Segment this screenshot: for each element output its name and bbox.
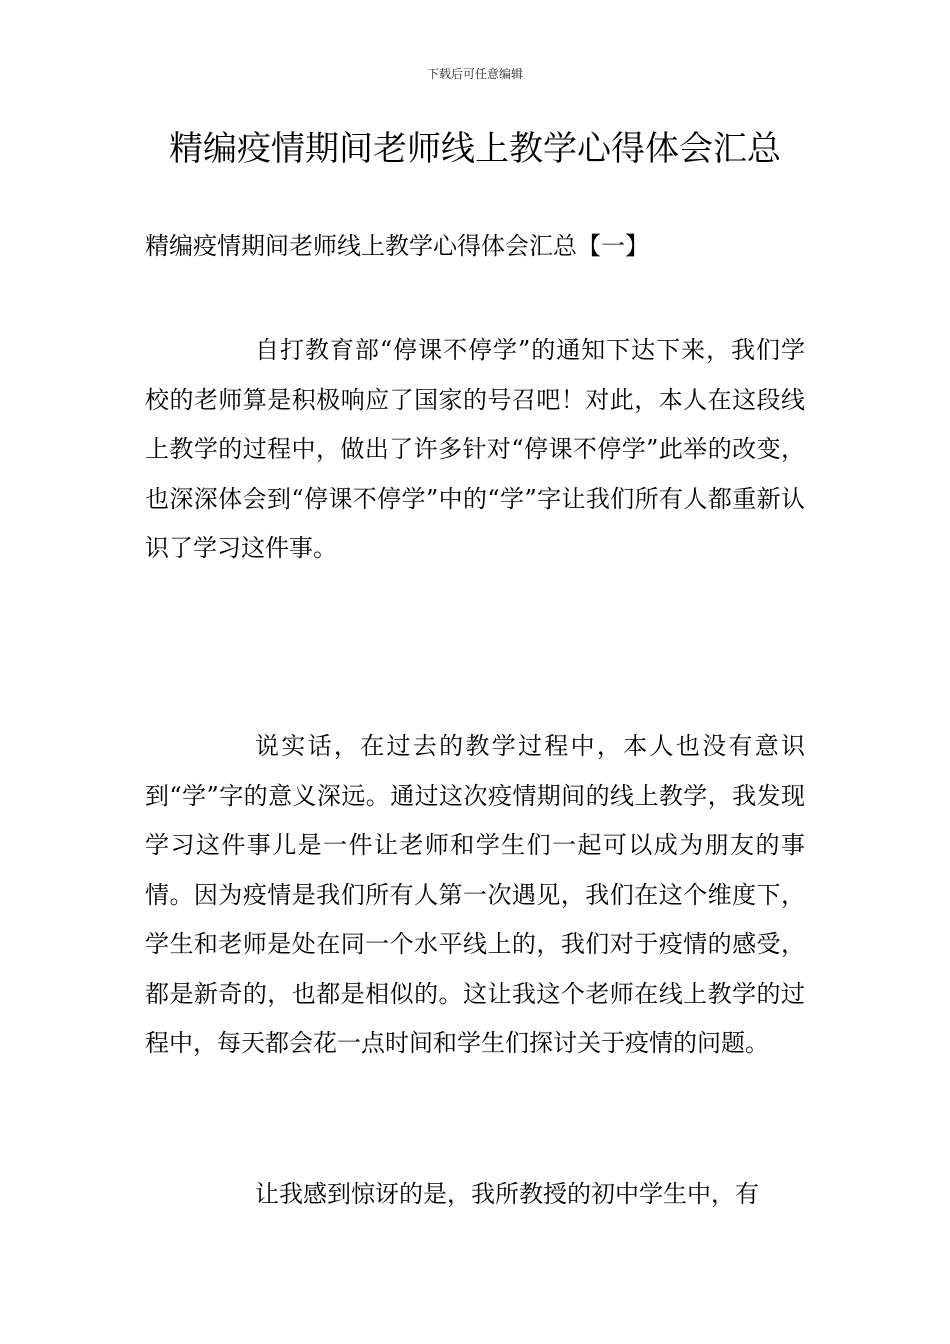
body-paragraph-2: 说实话，在过去的教学过程中，本人也没有意识到“学”字的意义深远。通过这次疫情期间的线上教学，我发现学习这件事儿是一件让老师和学生们一起可以成为朋友的事情。因为疫情是我们所有人第一次遇见，我们在这个维度下，学生和老师是处在同一个水平线上的，我们对于疫情的感受，都是新奇的，也都是相似的。这让我这个老师在线上教学的过程中，每天都会花一点时间和学生们探讨关于疫情的问题。 — [145, 732, 805, 1057]
document-title: 精编疫情期间老师线上教学心得体会汇总 — [169, 129, 781, 169]
header-note: 下载后可任意编辑 — [426, 67, 523, 81]
section-heading: 精编疫情期间老师线上教学心得体会汇总【一】 — [145, 232, 649, 260]
body-paragraph-1: 自打教育部“停课不停学”的通知下达下来，我们学校的老师算是积极响应了国家的号召吧！对此，本人在这段线上教学的过程中，做出了许多针对“停课不停学”此举的改变，也深深体会到“停课不停学”中的“学”字让我们所有人都重新认识了学习这件事。 — [145, 336, 805, 562]
body-paragraph-3: 让我感到惊讶的是，我所教授的初中学生中，有 — [255, 1180, 759, 1208]
